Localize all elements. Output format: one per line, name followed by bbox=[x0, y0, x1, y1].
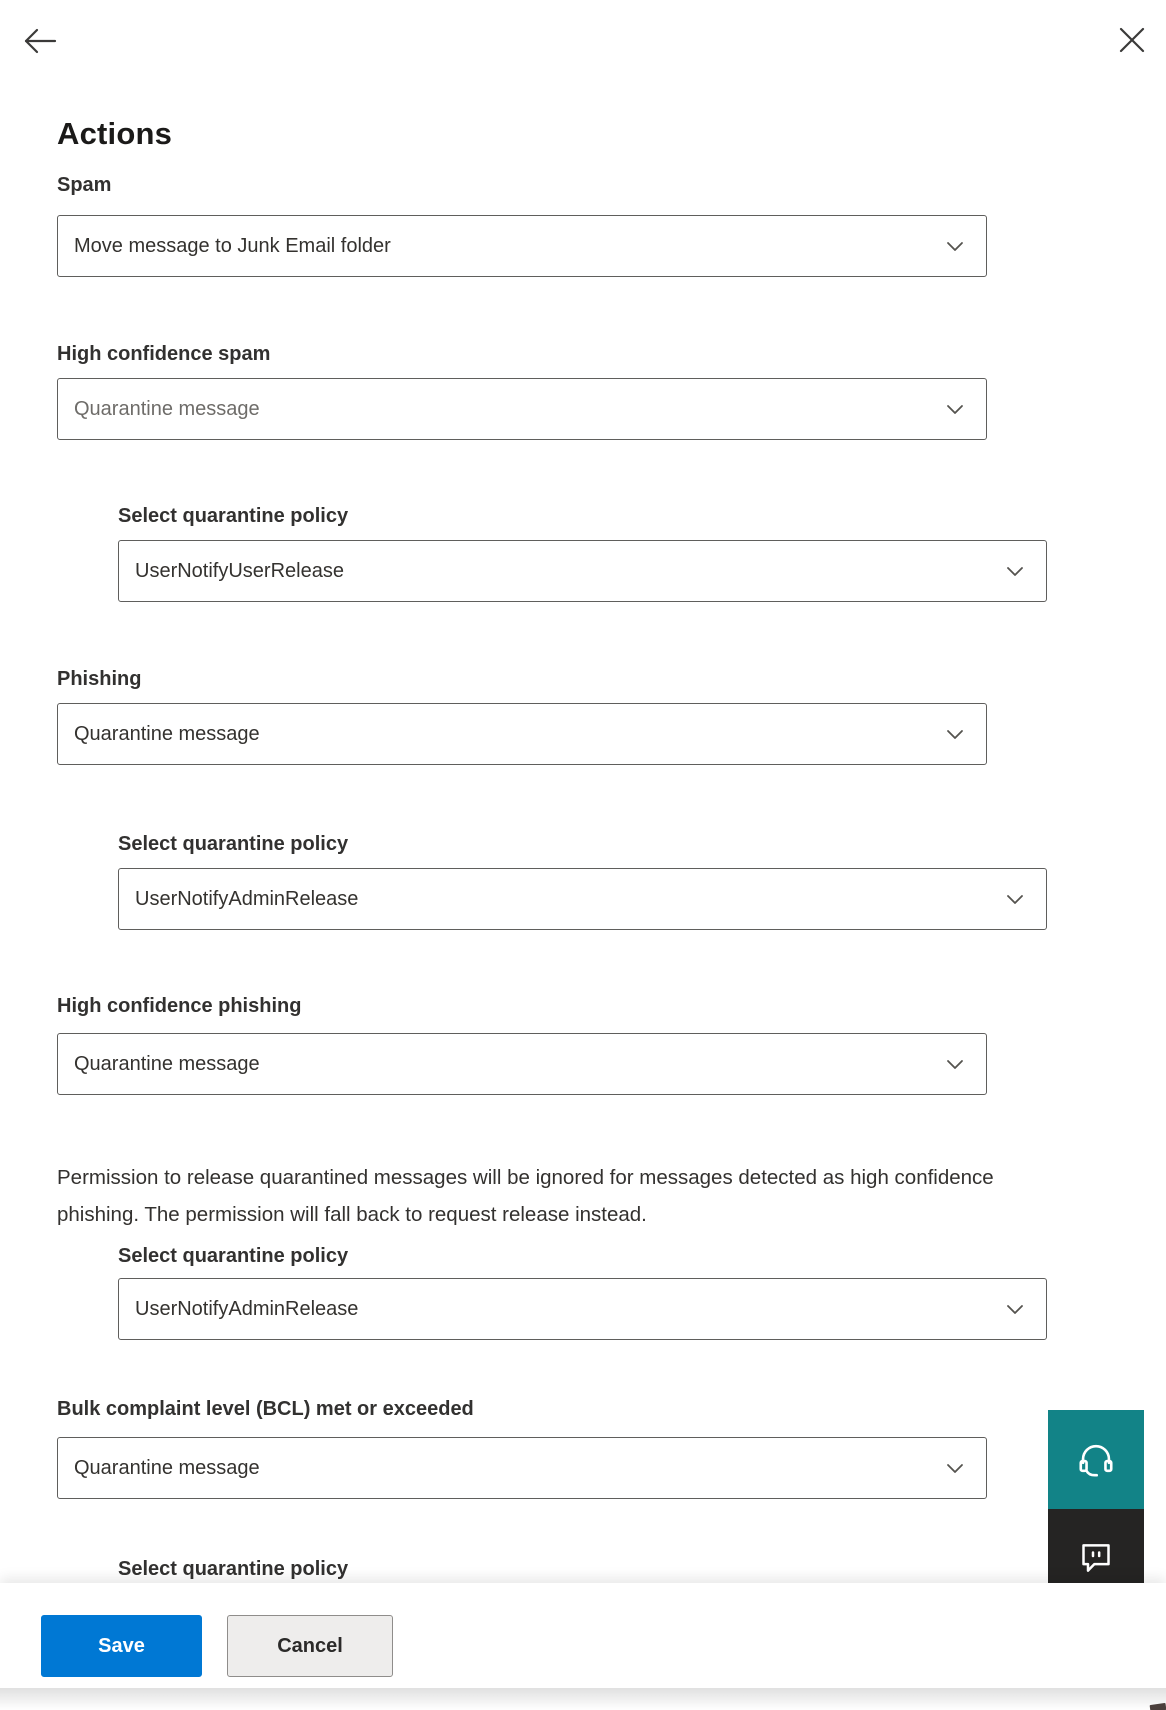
high-confidence-phishing-label: High confidence phishing bbox=[57, 995, 302, 1017]
panel-footer bbox=[0, 1583, 1166, 1710]
hcs-quarantine-policy-value: UserNotifyUserRelease bbox=[135, 559, 344, 582]
bcl-label: Bulk complaint level (BCL) met or exceeded bbox=[57, 1398, 474, 1420]
hcp-quarantine-policy-dropdown[interactable] bbox=[118, 1278, 1047, 1340]
high-confidence-phishing-action-value: Quarantine message bbox=[74, 1052, 260, 1075]
footer-buttons bbox=[41, 1615, 393, 1677]
phishing-quarantine-policy-label: Select quarantine policy bbox=[118, 833, 349, 855]
cursor-artifact bbox=[1150, 1703, 1166, 1710]
back-arrow-icon bbox=[22, 46, 58, 61]
hcs-quarantine-policy-dropdown[interactable] bbox=[118, 540, 1047, 602]
high-confidence-spam-action-value: Quarantine message bbox=[74, 397, 260, 420]
high-confidence-spam-label: High confidence spam bbox=[57, 343, 271, 365]
chevron-down-icon bbox=[942, 233, 968, 259]
phishing-label: Phishing bbox=[57, 668, 142, 690]
chevron-down-icon bbox=[1002, 1296, 1028, 1322]
chevron-down-icon bbox=[942, 396, 968, 422]
chevron-down-icon bbox=[942, 1051, 968, 1077]
phishing-quarantine-policy-dropdown[interactable] bbox=[118, 868, 1047, 930]
phishing-quarantine-policy-value: UserNotifyAdminRelease bbox=[135, 887, 359, 910]
chevron-down-icon bbox=[942, 721, 968, 747]
bcl-action-dropdown[interactable] bbox=[57, 1437, 987, 1499]
phishing-action-dropdown[interactable] bbox=[57, 703, 987, 765]
close-button[interactable] bbox=[1116, 24, 1148, 56]
hcs-quarantine-policy-label: Select quarantine policy bbox=[118, 505, 349, 527]
bcl-quarantine-policy-label: Select quarantine policy bbox=[118, 1558, 349, 1580]
cancel-button[interactable]: Cancel bbox=[227, 1615, 393, 1677]
hcp-quarantine-policy-label: Select quarantine policy bbox=[118, 1245, 349, 1267]
hcp-quarantine-policy-value: UserNotifyAdminRelease bbox=[135, 1297, 359, 1320]
hcp-permission-note: Permission to release quarantined messages will be ignored for messages detected as high confidence phishing. The permission will fall back to request release instead. bbox=[57, 1165, 994, 1226]
chevron-down-icon bbox=[1002, 886, 1028, 912]
save-button[interactable]: Save bbox=[41, 1615, 202, 1677]
spam-action-dropdown[interactable] bbox=[57, 215, 987, 277]
support-button[interactable] bbox=[1048, 1410, 1144, 1509]
chevron-down-icon bbox=[1002, 558, 1028, 584]
feedback-chat-icon bbox=[1076, 1537, 1116, 1577]
spam-label: Spam bbox=[57, 174, 112, 196]
back-button[interactable] bbox=[22, 24, 58, 58]
headset-icon bbox=[1075, 1439, 1117, 1481]
phishing-action-value: Quarantine message bbox=[74, 722, 260, 745]
page-title: Actions bbox=[57, 115, 173, 151]
chevron-down-icon bbox=[942, 1455, 968, 1481]
spam-action-value: Move message to Junk Email folder bbox=[74, 234, 391, 257]
high-confidence-phishing-action-dropdown[interactable] bbox=[57, 1033, 987, 1095]
close-icon bbox=[1116, 44, 1148, 59]
bcl-action-value: Quarantine message bbox=[74, 1456, 260, 1479]
high-confidence-spam-action-dropdown[interactable] bbox=[57, 378, 987, 440]
